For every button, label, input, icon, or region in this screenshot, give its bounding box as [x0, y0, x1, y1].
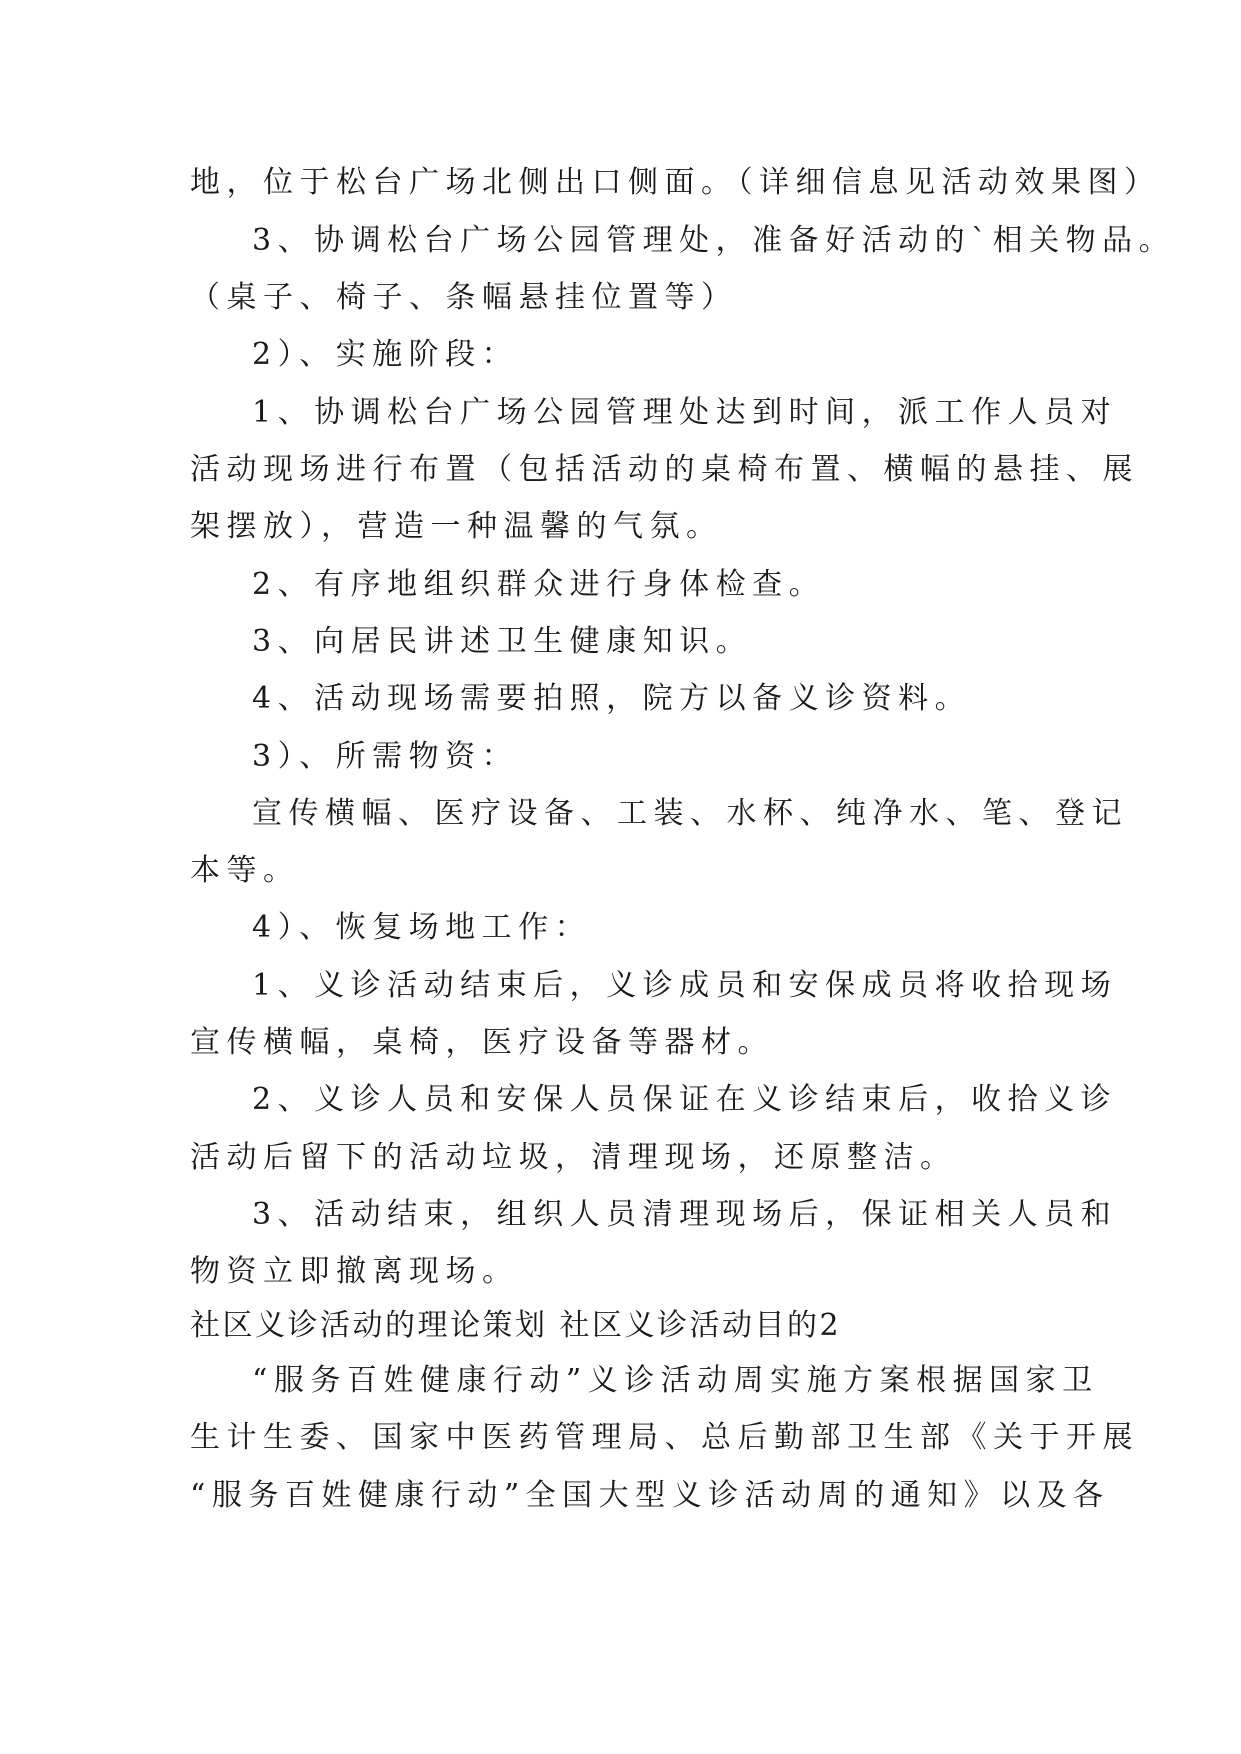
section-heading: 2）、实施阶段：	[252, 337, 519, 372]
paragraph-line: 宣传横幅，桌椅，医疗设备等器材。	[190, 1025, 774, 1060]
paragraph-line: 1、义诊活动结束后，义诊成员和安保成员将收拾现场	[252, 968, 1118, 1003]
section-heading: 3）、所需物资：	[252, 739, 519, 774]
section-heading: 4）、恢复场地工作：	[252, 910, 592, 945]
paragraph-line: 4、活动现场需要拍照，院方以备义诊资料。	[252, 681, 972, 716]
paragraph-line: 3、活动结束，组织人员清理现场后，保证相关人员和	[252, 1197, 1118, 1232]
paragraph-line: 3、协调松台广场公园管理处，准备好活动的`相关物品。	[252, 223, 1176, 258]
paragraph-line: 地，位于松台广场北侧出口侧面。（详细信息见活动效果图）	[190, 165, 1161, 200]
paragraph-line: 2、有序地组织群众进行身体检查。	[252, 567, 826, 602]
paragraph-line: 1、协调松台广场公园管理处达到时间，派工作人员对	[252, 395, 1118, 430]
paragraph-line: （桌子、椅子、条幅悬挂位置等）	[190, 280, 738, 315]
paragraph-line: 活动现场进行布置（包括活动的桌椅布置、横幅的悬挂、展	[190, 452, 1139, 487]
paragraph-line: 活动后留下的活动垃圾，清理现场，还原整洁。	[190, 1140, 957, 1175]
paragraph-line: “服务百姓健康行动”全国大型义诊活动周的通知》以及各	[190, 1478, 1110, 1513]
paragraph-line: 物资立即撤离现场。	[190, 1254, 519, 1289]
article-title: 社区义诊活动的理论策划 社区义诊活动目的2	[190, 1308, 842, 1343]
paragraph-line: 宣传横幅、医疗设备、工装、水杯、纯净水、笔、登记	[252, 796, 1128, 831]
paragraph-line: “服务百姓健康行动”义诊活动周实施方案根据国家卫	[252, 1363, 1099, 1398]
paragraph-line: 架摆放），营造一种温馨的气氛。	[190, 509, 723, 544]
paragraph-line: 3、向居民讲述卫生健康知识。	[252, 624, 753, 659]
paragraph-line: 2、义诊人员和安保人员保证在义诊结束后，收拾义诊	[252, 1082, 1118, 1117]
paragraph-line: 本等。	[190, 853, 300, 888]
paragraph-line: 生计生委、国家中医药管理局、总后勤部卫生部《关于开展	[190, 1420, 1139, 1455]
